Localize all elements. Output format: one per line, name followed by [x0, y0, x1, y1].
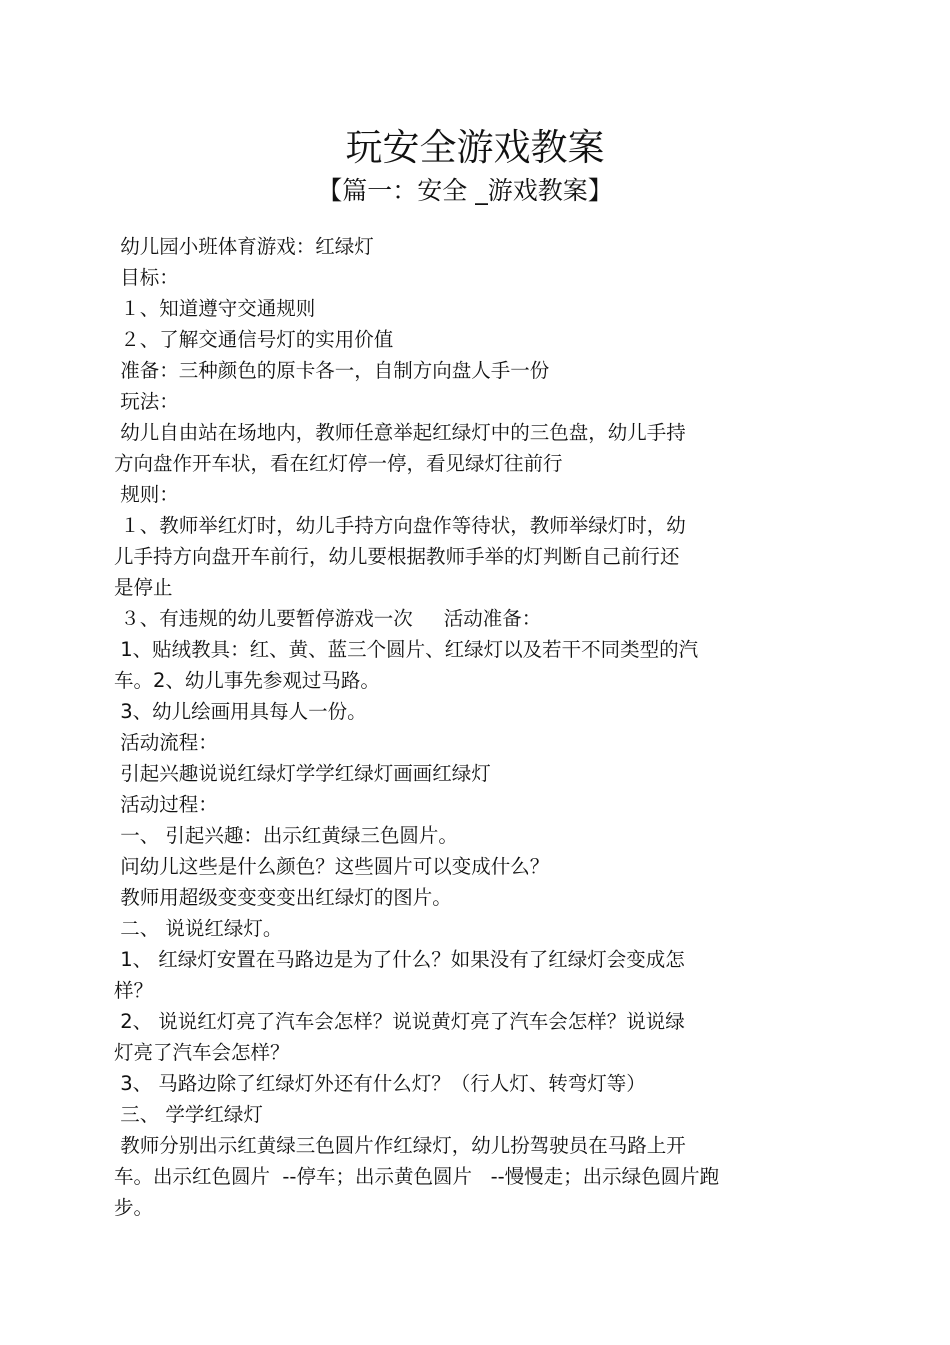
document-body: [114, 231, 804, 1223]
document-title: 玩安全游戏教案: [345, 126, 605, 169]
text-line: 1、 红绿灯安置在马路边是为了什么？如果没有了红绿灯会变成怎: [114, 948, 685, 971]
document-subtitle: 【篇一：安全 _游戏教案】: [317, 176, 613, 205]
text-line: 一、 引起兴趣：出示红黄绿三色圆片。: [114, 824, 458, 847]
text-line: 是停止: [114, 576, 173, 599]
text-line: 样？: [114, 979, 154, 1002]
text-line: 三、 学学红绿灯: [114, 1103, 263, 1126]
text-line: 灯亮了汽车会怎样？: [114, 1041, 290, 1064]
text-line: 活动过程：: [114, 793, 218, 816]
text-line: 幼儿园小班体育游戏：红绿灯: [114, 235, 374, 258]
text-line: １、教师举红灯时，幼儿手持方向盘作等待状，教师举绿灯时，幼: [114, 514, 686, 537]
text-line: 车。出示红色圆片 --停车；出示黄色圆片 --慢慢走；出示绿色圆片跑: [114, 1165, 720, 1188]
text-line: 幼儿自由站在场地内，教师任意举起红绿灯中的三色盘，幼儿手持: [114, 421, 686, 444]
text-line: 步。: [114, 1196, 154, 1219]
text-line: 车。2、幼儿事先参观过马路。: [114, 669, 380, 692]
text-line: 规则：: [114, 483, 179, 506]
text-line: ２、了解交通信号灯的实用价值: [114, 328, 394, 351]
text-line: 目标：: [114, 266, 179, 289]
text-line: １、知道遵守交通规则: [114, 297, 316, 320]
text-line: 二、 说说红绿灯。: [114, 917, 283, 940]
text-line: 1、贴绒教具：红、黄、蓝三个圆片、红绿灯以及若干不同类型的汽: [114, 638, 699, 661]
text-line: 活动流程：: [114, 731, 218, 754]
text-line: 3、 马路边除了红绿灯外还有什么灯？（行人灯、转弯灯等）: [114, 1072, 646, 1095]
text-line: 2、 说说红灯亮了汽车会怎样？说说黄灯亮了汽车会怎样？说说绿: [114, 1010, 685, 1033]
text-line: ３、有违规的幼儿要暂停游戏一次 活动准备：: [114, 607, 542, 630]
text-line: 引起兴趣说说红绿灯学学红绿灯画画红绿灯: [114, 762, 491, 785]
text-line: 教师分别出示红黄绿三色圆片作红绿灯，幼儿扮驾驶员在马路上开: [114, 1134, 686, 1157]
text-line: 问幼儿这些是什么颜色？这些圆片可以变成什么？: [114, 855, 550, 878]
text-line: 玩法：: [114, 390, 179, 413]
text-line: 教师用超级变变变变出红绿灯的图片。: [114, 886, 452, 909]
text-line: 准备：三种颜色的原卡各一，自制方向盘人手一份: [114, 359, 550, 382]
text-line: 方向盘作开车状，看在红灯停一停，看见绿灯往前行: [114, 452, 563, 475]
text-line: 3、幼儿绘画用具每人一份。: [114, 700, 367, 723]
text-line: 儿手持方向盘开车前行，幼儿要根据教师手举的灯判断自己前行还: [114, 545, 680, 568]
